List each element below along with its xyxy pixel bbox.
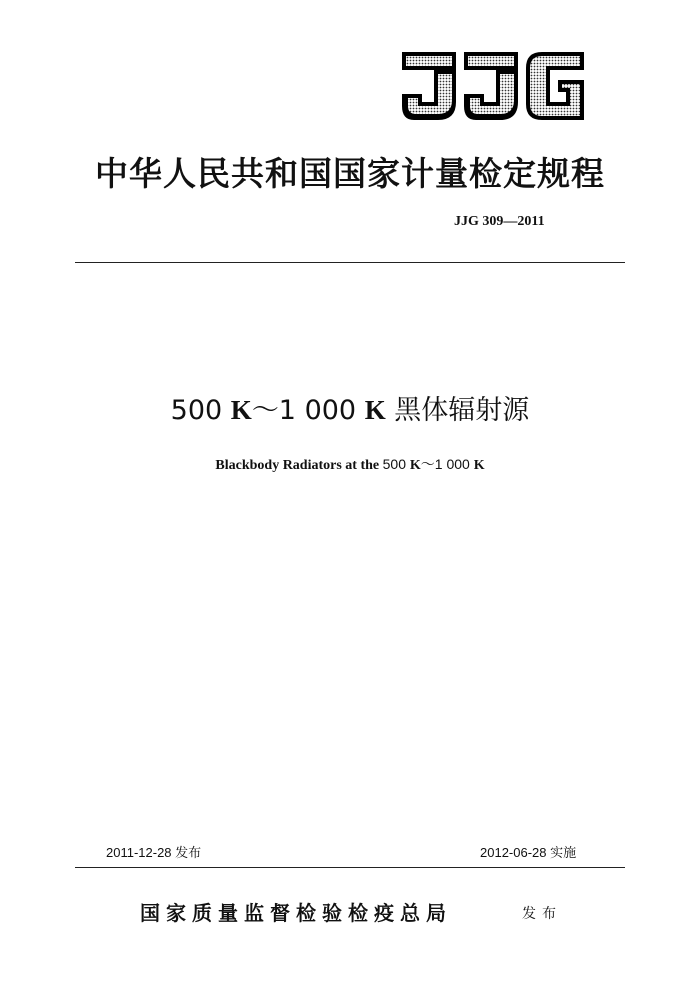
title-cn-prefix: 500 [170, 395, 231, 426]
logo-letter-j2 [464, 52, 518, 120]
standard-code: JJG 309—2011 [454, 214, 545, 229]
title-en-k2: K [473, 458, 485, 473]
logo-letter-g [526, 52, 584, 120]
document-title-en [0, 454, 700, 474]
title-en-k1: K [409, 458, 421, 473]
bottom-divider [75, 867, 625, 868]
title-cn-name: 黑体辐射源 [385, 395, 530, 426]
title-cn-k2: K [364, 395, 386, 425]
top-divider [75, 262, 625, 263]
issue-date: 2011-12-28 发布 [106, 845, 202, 860]
title-cn-range: ～1 000 [251, 395, 365, 426]
publish-label: 发布 [522, 906, 562, 922]
title-en-num1: 500 [382, 456, 410, 472]
jjg-logo [400, 50, 586, 122]
title-cn-k1: K [230, 395, 252, 425]
title-en-range: ～1 000 [420, 456, 474, 472]
document-title-cn [0, 388, 700, 427]
publisher-name: 国家质量监督检验检疫总局 [140, 901, 452, 925]
logo-letter-j1 [402, 52, 456, 120]
title-en-prefix: Blackbody Radiators at the [215, 458, 383, 473]
implement-date: 2012-06-28 实施 [480, 845, 577, 860]
standard-type-title: 中华人民共和国国家计量检定规程 [95, 154, 605, 193]
